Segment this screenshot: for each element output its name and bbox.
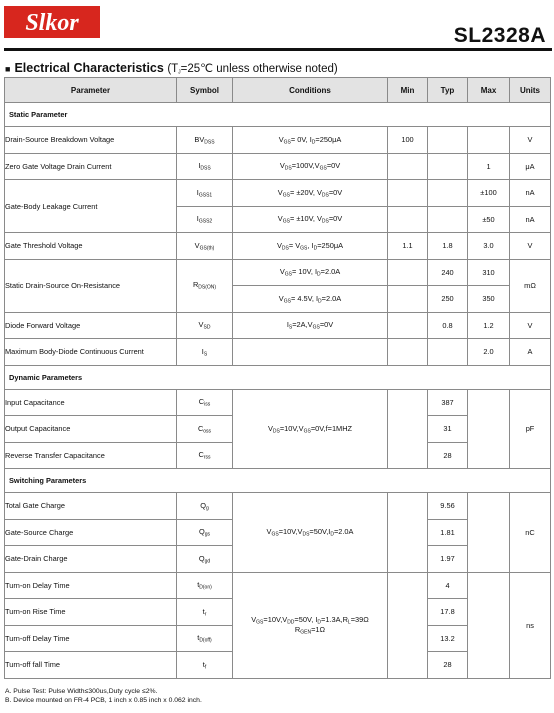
symbol-cell: $I_{GSS1}$ [177,180,233,207]
symbol-cell: $C_{iss}$ [177,389,233,416]
col-max: Max [468,78,510,103]
max-cell: 1 [468,153,510,180]
parameter-cell: Gate-Body Leakage Current [5,180,177,233]
units-cell: A [510,339,551,366]
symbol-cell: $Q_{gs}$ [177,519,233,546]
parameter-cell: Maximum Body-Diode Continuous Current [5,339,177,366]
typ-cell [428,153,468,180]
col-conditions: Conditions [233,78,388,103]
logo-text: Slkor [25,10,79,36]
min-cell [388,206,428,233]
table-row [5,259,551,286]
parameter-cell: Diode Forward Voltage [5,312,177,339]
units-cell: nA [510,206,551,233]
min-cell [388,572,428,678]
conditions-cell: $V_{GS}= 4.5V$, $I_D=2.0A$ [233,286,388,313]
max-cell [468,572,510,678]
conditions-cell: $V_{GS}= \pm 20V$, $V_{DS}=0V$ [233,180,388,207]
conditions-cell: $V_{GS}=10V,V_{DD}=50V$, $I_D=1.3A,R_L=39\Omega$ $R_{GEN}=1\Omega$ [233,572,388,678]
max-cell: 3.0 [468,233,510,260]
symbol-cell: $Q_{gd}$ [177,546,233,573]
section-bullet: ■ [5,64,11,74]
table-row [5,127,551,154]
group-label: Dynamic Parameters [5,365,551,389]
conditions-cell: $V_{GS}= \pm 10V$, $V_{DS}=0V$ [233,206,388,233]
min-cell [388,389,428,469]
typ-cell [428,206,468,233]
parameter-cell: Gate-Drain Charge [5,546,177,573]
typ-cell: 13.2 [428,625,468,652]
typ-cell: 240 [428,259,468,286]
min-cell [388,312,428,339]
symbol-cell: $R_{DS(ON)}$ [177,259,233,312]
typ-cell: 1.8 [428,233,468,260]
col-units: Units [510,78,551,103]
min-cell [388,180,428,207]
min-cell [388,153,428,180]
section-title [5,61,338,76]
units-cell: μA [510,153,551,180]
max-cell: 350 [468,286,510,313]
parameter-cell: Turn-off Delay Time [5,625,177,652]
col-symbol: Symbol [177,78,233,103]
max-cell [468,493,510,573]
conditions-cell: $V_{DS}=100V,V_{GS}=0V$ [233,153,388,180]
min-cell [388,339,428,366]
max-cell: 2.0 [468,339,510,366]
min-cell [388,286,428,313]
table-row [5,389,551,416]
symbol-cell: $t_{D(on)}$ [177,572,233,599]
footnote-b: B. Device mounted on FR-4 PCB, 1 inch x 0.85 inch x 0.062 inch. [5,697,202,704]
typ-cell: 387 [428,389,468,416]
min-cell [388,259,428,286]
group-label: Static Parameter [5,103,551,127]
typ-cell: 250 [428,286,468,313]
parameter-cell: Turn-on Rise Time [5,599,177,626]
typ-cell: 1.81 [428,519,468,546]
symbol-cell: $Q_g$ [177,493,233,520]
col-parameter: Parameter [5,78,177,103]
parameter-cell: Output Capacitance [5,416,177,443]
min-cell [388,493,428,573]
col-typ: Typ [428,78,468,103]
units-cell: V [510,312,551,339]
group-row-dynamic [5,365,551,389]
symbol-cell: $I_{GSS2}$ [177,206,233,233]
parameter-cell: Reverse Transfer Capacitance [5,442,177,469]
conditions-cell: $V_{GS}=10V,V_{DS}=50V,I_D=2.0A$ [233,493,388,573]
symbol-cell: $V_{GS(th)}$ [177,233,233,260]
max-cell [468,389,510,469]
units-cell: pF [510,389,551,469]
symbol-cell: $V_{SD}$ [177,312,233,339]
conditions-cell: $V_{GS}= 10V$, $I_D=2.0A$ [233,259,388,286]
symbol-cell: $I_{DSS}$ [177,153,233,180]
symbol-cell: $t_r$ [177,599,233,626]
symbol-cell: $C_{rss}$ [177,442,233,469]
parameter-cell: Zero Gate Voltage Drain Current [5,153,177,180]
typ-cell: 0.8 [428,312,468,339]
parameter-cell: Total Gate Charge [5,493,177,520]
symbol-cell: $t_f$ [177,652,233,679]
units-cell: V [510,233,551,260]
group-row-switching [5,469,551,493]
max-cell [468,127,510,154]
group-row-static [5,103,551,127]
units-cell: mΩ [510,259,551,312]
typ-cell: 28 [428,652,468,679]
typ-cell: 17.8 [428,599,468,626]
units-cell: nC [510,493,551,573]
max-cell: 310 [468,259,510,286]
conditions-cell: $V_{DS}= V_{GS}$, $I_D=250\mu A$ [233,233,388,260]
table-row [5,153,551,180]
parameter-cell: Gate-Source Charge [5,519,177,546]
parameter-cell: Input Capacitance [5,389,177,416]
units-cell: nA [510,180,551,207]
symbol-cell: $C_{oss}$ [177,416,233,443]
typ-cell: 28 [428,442,468,469]
table-row [5,180,551,207]
typ-cell: 9.56 [428,493,468,520]
table-row [5,339,551,366]
group-label: Switching Parameters [5,469,551,493]
table-row [5,312,551,339]
typ-cell [428,339,468,366]
typ-cell: 4 [428,572,468,599]
conditions-cell: $V_{GS}= 0V$, $I_D=250\mu A$ [233,127,388,154]
units-cell: ns [510,572,551,678]
section-title-text: Electrical Characteristics [14,61,164,75]
symbol-cell: $t_{D(off)}$ [177,625,233,652]
max-cell: 1.2 [468,312,510,339]
typ-cell: 1.97 [428,546,468,573]
min-cell: 100 [388,127,428,154]
max-cell: ±100 [468,180,510,207]
section-condition: ($T_J=25℃$ unless otherwise noted) [167,63,338,76]
table-row [5,572,551,599]
page-header [0,0,554,54]
max-cell: ±50 [468,206,510,233]
part-number: SL2328A [453,24,546,47]
min-cell: 1.1 [388,233,428,260]
header-rule [4,48,552,51]
units-cell: V [510,127,551,154]
symbol-cell: $I_S$ [177,339,233,366]
conditions-cell [233,339,388,366]
col-min: Min [388,78,428,103]
footnotes [5,687,202,705]
electrical-characteristics-table [4,77,551,679]
table-header-row [5,78,551,103]
symbol-cell: $BV_{DSS}$ [177,127,233,154]
parameter-cell: Static Drain-Source On-Resistance [5,259,177,312]
conditions-cell: $V_{DS}=10V,V_{GS}=0V,f=1MHZ$ [233,389,388,469]
table-row [5,493,551,520]
typ-cell [428,127,468,154]
footnote-a: A. Pulse Test: Pulse Width≤300us,Duty cycle ≤2%. [5,688,158,695]
table-row [5,233,551,260]
typ-cell [428,180,468,207]
parameter-cell: Gate Threshold Voltage [5,233,177,260]
parameter-cell: Turn-off fall Time [5,652,177,679]
parameter-cell: Turn-on Delay Time [5,572,177,599]
typ-cell: 31 [428,416,468,443]
conditions-cell: $I_S=2A,V_{GS}=0V$ [233,312,388,339]
parameter-cell: Drain-Source Breakdown Voltage [5,127,177,154]
slkor-logo [4,6,100,38]
